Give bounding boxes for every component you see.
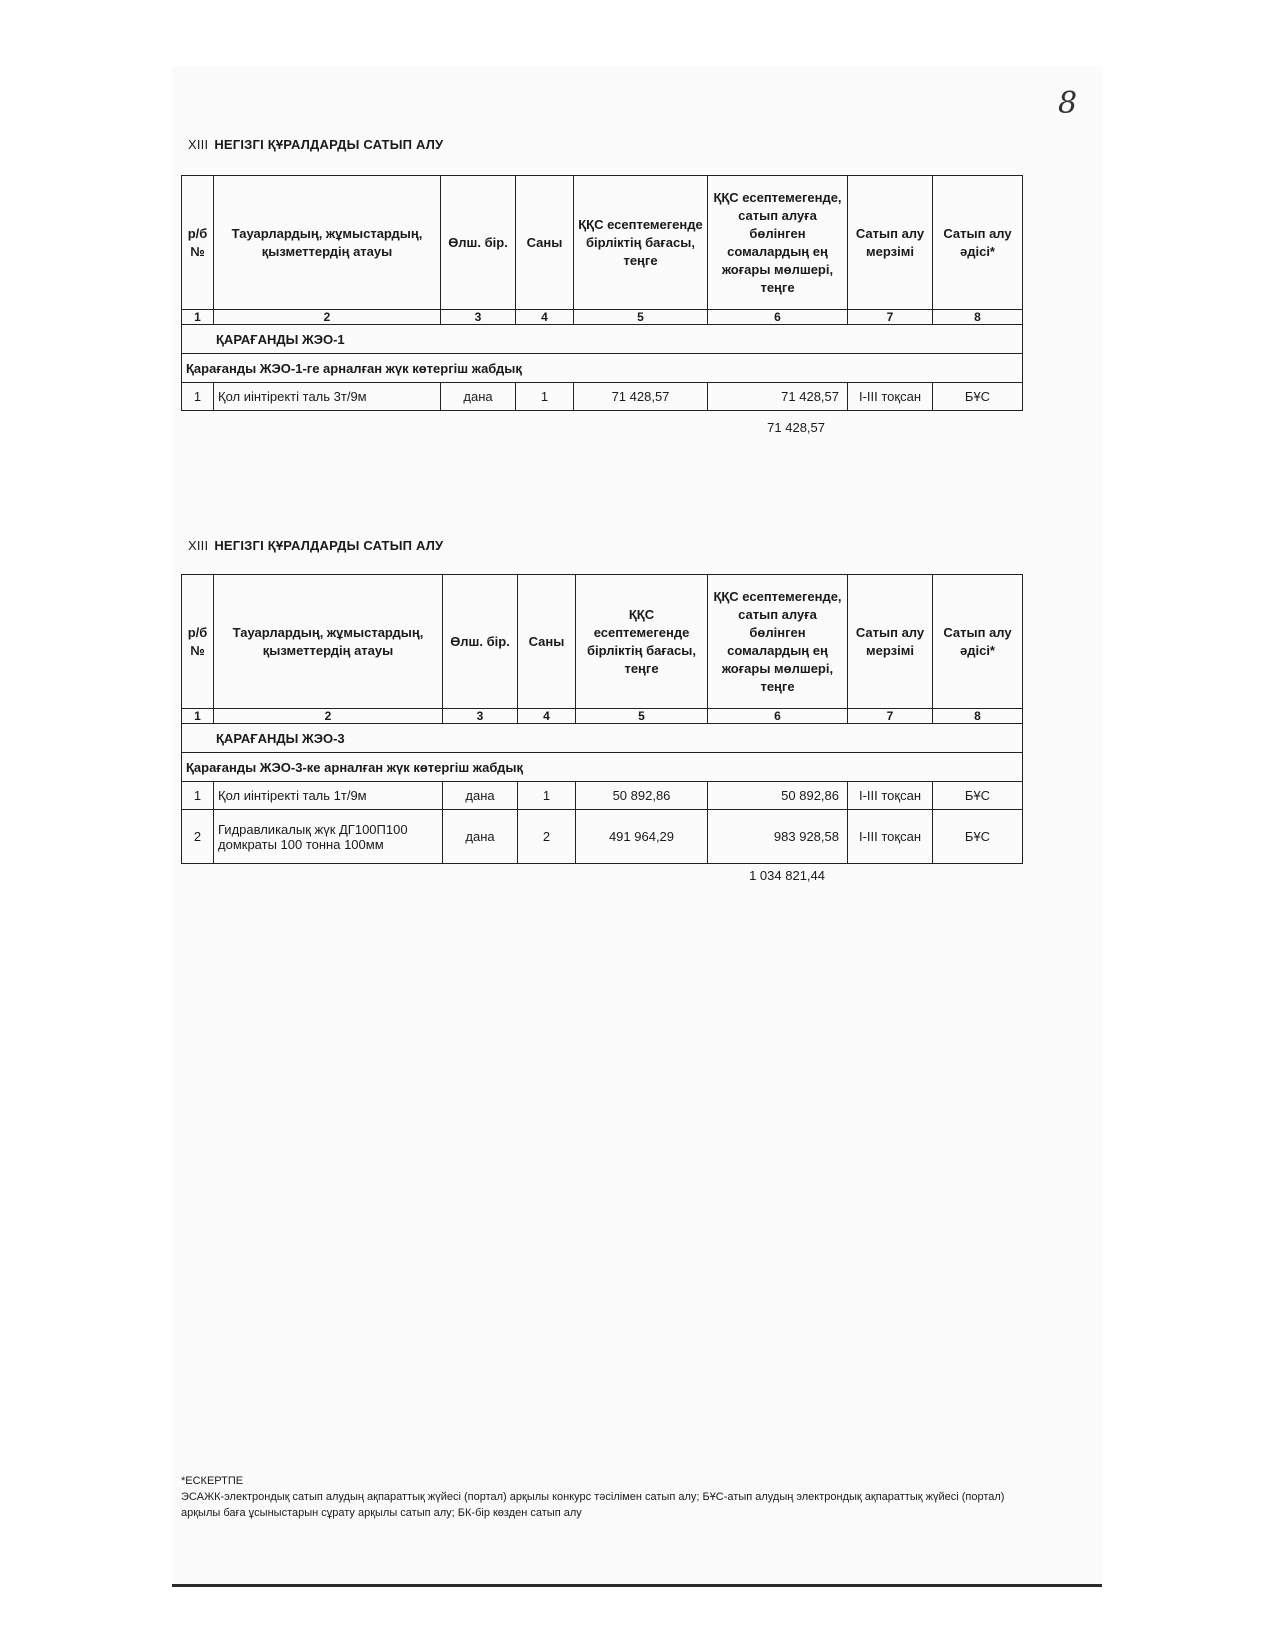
row-amount: 50 892,86 — [708, 782, 848, 810]
col-number: 2 — [214, 310, 441, 325]
row-amount: 71 428,57 — [708, 383, 848, 411]
col-number: 1 — [182, 310, 214, 325]
row-no: 2 — [182, 810, 214, 864]
header-name: Тауарлардың, жұмыстардың, қызметтердің атауы — [214, 176, 441, 310]
header-rb-no: р/б № — [182, 176, 214, 310]
row-unit: дана — [441, 383, 516, 411]
footnote-title: *ЕСКЕРТПЕ — [181, 1475, 244, 1487]
col-number: 7 — [848, 709, 933, 724]
region-label: ҚАРАҒАНДЫ ЖЭО-3 — [182, 724, 1023, 753]
group-row — [182, 354, 1023, 383]
col-number: 8 — [933, 310, 1023, 325]
col-number: 2 — [214, 709, 443, 724]
section-2-title-text: НЕГІЗГІ ҚҰРАЛДАРДЫ САТЫП АЛУ — [214, 538, 444, 553]
footnote-text: ЭСАЖК-электрондық сатып алудың ақпараттық жүйесі (портал) арқылы конкурс тәсілімен сатып алу; БҰС-атып алудың электрондық ақпараттық жүйесі (портал) арқылы баға ұсыныстарын сұрату арқылы сатып алу; БК-бір көзден сатып алу — [181, 1491, 1005, 1519]
col-number: 6 — [708, 310, 848, 325]
footnote — [181, 1473, 1031, 1521]
col-number: 5 — [574, 310, 708, 325]
row-no: 1 — [182, 383, 214, 411]
section-2-table — [181, 574, 1023, 864]
table-row — [182, 810, 1023, 864]
row-no: 1 — [182, 782, 214, 810]
col-number: 8 — [933, 709, 1023, 724]
header-method: Сатып алу әдісі* — [933, 575, 1023, 709]
section-1-total: 71 428,57 — [767, 420, 825, 435]
table-row — [182, 383, 1023, 411]
section-2-roman: XIII — [188, 538, 209, 553]
table-row — [182, 782, 1023, 810]
row-qty: 2 — [518, 810, 576, 864]
header-name: Тауарлардың, жұмыстардың, қызметтердің атауы — [214, 575, 443, 709]
col-number: 3 — [441, 310, 516, 325]
row-name: Қол иінтіректі таль 3т/9м — [214, 383, 441, 411]
header-unit: Өлш. бір. — [443, 575, 518, 709]
column-number-row — [182, 310, 1023, 325]
col-number: 3 — [443, 709, 518, 724]
col-number: 5 — [576, 709, 708, 724]
header-unit: Өлш. бір. — [441, 176, 516, 310]
section-1-roman: XIII — [188, 137, 209, 152]
row-method: БҰС — [933, 810, 1023, 864]
header-qty: Саны — [518, 575, 576, 709]
header-max-amount: ҚҚС есептемегенде, сатып алуға бөлінген сомалардың ең жоғары мөлшері, теңге — [708, 575, 848, 709]
header-unit-price: ҚҚС есептемегенде бірліктің бағасы, теңге — [574, 176, 708, 310]
header-period: Сатып алу мерзімі — [848, 176, 933, 310]
col-number: 6 — [708, 709, 848, 724]
col-number: 4 — [518, 709, 576, 724]
col-number: 1 — [182, 709, 214, 724]
row-price: 491 964,29 — [576, 810, 708, 864]
row-name: Қол иінтіректі таль 1т/9м — [214, 782, 443, 810]
row-price: 71 428,57 — [574, 383, 708, 411]
region-row — [182, 724, 1023, 753]
col-number: 7 — [848, 310, 933, 325]
row-method: БҰС — [933, 782, 1023, 810]
row-period: I-III тоқсан — [848, 782, 933, 810]
row-qty: 1 — [516, 383, 574, 411]
group-row — [182, 753, 1023, 782]
group-label: Қарағанды ЖЭО-3-ке арналған жүк көтергіш жабдық — [182, 753, 1023, 782]
section-1-title — [188, 137, 443, 152]
header-qty: Саны — [516, 176, 574, 310]
header-method: Сатып алу әдісі* — [933, 176, 1023, 310]
section-2-total: 1 034 821,44 — [749, 868, 825, 883]
row-amount: 983 928,58 — [708, 810, 848, 864]
header-unit-price: ҚҚС есептемегенде бірліктің бағасы, теңге — [576, 575, 708, 709]
section-2-title — [188, 538, 443, 553]
column-number-row — [182, 709, 1023, 724]
row-method: БҰС — [933, 383, 1023, 411]
header-max-amount: ҚҚС есептемегенде, сатып алуға бөлінген сомалардың ең жоғары мөлшері, теңге — [708, 176, 848, 310]
row-price: 50 892,86 — [576, 782, 708, 810]
header-period: Сатып алу мерзімі — [848, 575, 933, 709]
section-1-table — [181, 175, 1023, 411]
row-qty: 1 — [518, 782, 576, 810]
row-period: I-III тоқсан — [848, 383, 933, 411]
section-1-title-text: НЕГІЗГІ ҚҰРАЛДАРДЫ САТЫП АЛУ — [214, 137, 444, 152]
header-rb-no: р/б № — [182, 575, 214, 709]
row-period: I-III тоқсан — [848, 810, 933, 864]
header-row — [182, 575, 1023, 709]
row-unit: дана — [443, 782, 518, 810]
region-row — [182, 325, 1023, 354]
col-number: 4 — [516, 310, 574, 325]
region-label: ҚАРАҒАНДЫ ЖЭО-1 — [182, 325, 1023, 354]
row-name: Гидравликалық жүк ДГ100П100 домкраты 100 тонна 100мм — [214, 810, 443, 864]
header-row — [182, 176, 1023, 310]
row-unit: дана — [443, 810, 518, 864]
group-label: Қарағанды ЖЭО-1-ге арналған жүк көтергіш жабдық — [182, 354, 1023, 383]
handwritten-page-number: 8 — [1058, 86, 1078, 121]
